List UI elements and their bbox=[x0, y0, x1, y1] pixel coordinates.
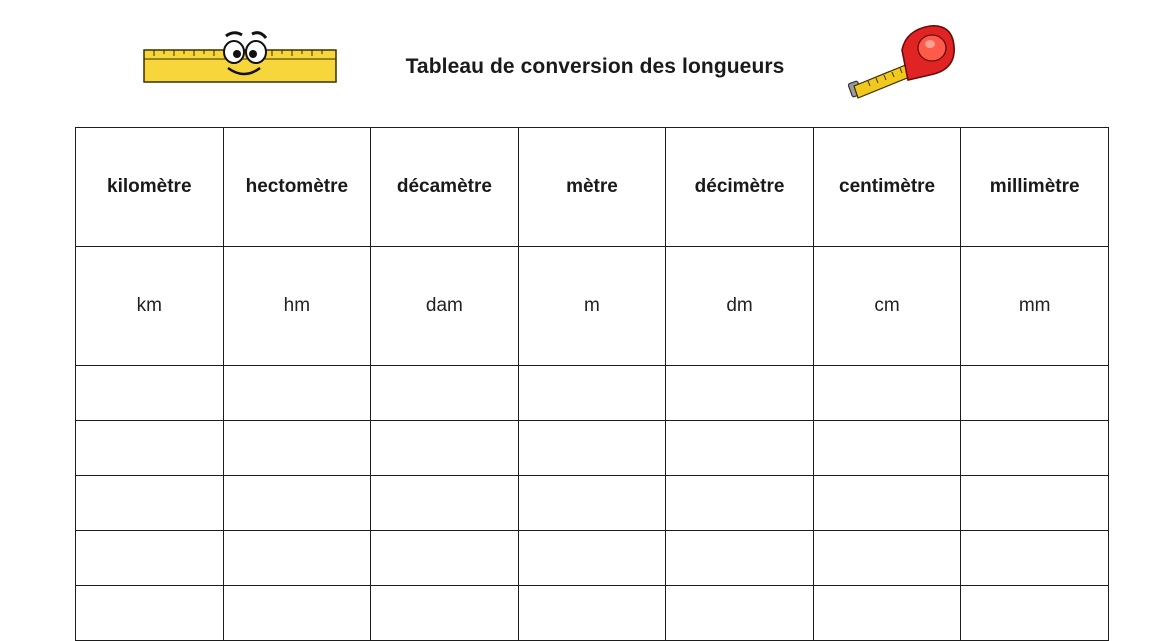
empty-cell bbox=[76, 366, 224, 421]
empty-cell bbox=[813, 531, 961, 586]
unit-name-header: mètre bbox=[518, 128, 666, 247]
empty-cell bbox=[666, 421, 814, 476]
empty-cell bbox=[961, 476, 1109, 531]
empty-cell bbox=[223, 366, 371, 421]
empty-row bbox=[76, 421, 1109, 476]
empty-cell bbox=[666, 366, 814, 421]
empty-row bbox=[76, 531, 1109, 586]
empty-cell bbox=[371, 586, 519, 641]
empty-cell bbox=[961, 366, 1109, 421]
abbreviation-row bbox=[76, 247, 1109, 366]
empty-cell bbox=[961, 531, 1109, 586]
empty-cell bbox=[666, 476, 814, 531]
unit-name-header: kilomètre bbox=[76, 128, 224, 247]
empty-cell bbox=[76, 476, 224, 531]
unit-abbreviation-cell: hm bbox=[223, 247, 371, 366]
smiling-ruler-illustration bbox=[142, 26, 338, 88]
conversion-table bbox=[75, 127, 1109, 641]
empty-cell bbox=[518, 586, 666, 641]
unit-name-header: hectomètre bbox=[223, 128, 371, 247]
empty-cell bbox=[518, 476, 666, 531]
empty-cell bbox=[76, 531, 224, 586]
empty-cell bbox=[666, 531, 814, 586]
empty-cell bbox=[813, 366, 961, 421]
unit-name-header: décimètre bbox=[666, 128, 814, 247]
empty-cell bbox=[371, 531, 519, 586]
empty-cell bbox=[76, 421, 224, 476]
empty-row bbox=[76, 366, 1109, 421]
unit-name-header: centimètre bbox=[813, 128, 961, 247]
empty-cell bbox=[223, 586, 371, 641]
empty-cell bbox=[961, 586, 1109, 641]
empty-row bbox=[76, 586, 1109, 641]
header-row bbox=[76, 128, 1109, 247]
empty-cell bbox=[666, 586, 814, 641]
unit-name-header: millimètre bbox=[961, 128, 1109, 247]
unit-abbreviation-cell: cm bbox=[813, 247, 961, 366]
empty-cell bbox=[223, 421, 371, 476]
unit-name-header: décamètre bbox=[371, 128, 519, 247]
unit-abbreviation-cell: mm bbox=[961, 247, 1109, 366]
unit-abbreviation-cell: m bbox=[518, 247, 666, 366]
unit-abbreviation-cell: dm bbox=[666, 247, 814, 366]
empty-cell bbox=[371, 476, 519, 531]
empty-cell bbox=[813, 476, 961, 531]
empty-cell bbox=[961, 421, 1109, 476]
empty-cell bbox=[518, 366, 666, 421]
empty-cell bbox=[518, 421, 666, 476]
empty-cell bbox=[223, 476, 371, 531]
unit-abbreviation-cell: dam bbox=[371, 247, 519, 366]
empty-cell bbox=[76, 586, 224, 641]
empty-cell bbox=[813, 586, 961, 641]
unit-abbreviation-cell: km bbox=[76, 247, 224, 366]
empty-cell bbox=[813, 421, 961, 476]
empty-cell bbox=[518, 531, 666, 586]
tape-measure-illustration bbox=[846, 20, 958, 106]
empty-cell bbox=[371, 421, 519, 476]
page-title: Tableau de conversion des longueurs bbox=[405, 55, 785, 78]
empty-row bbox=[76, 476, 1109, 531]
empty-cell bbox=[223, 531, 371, 586]
empty-cell bbox=[371, 366, 519, 421]
